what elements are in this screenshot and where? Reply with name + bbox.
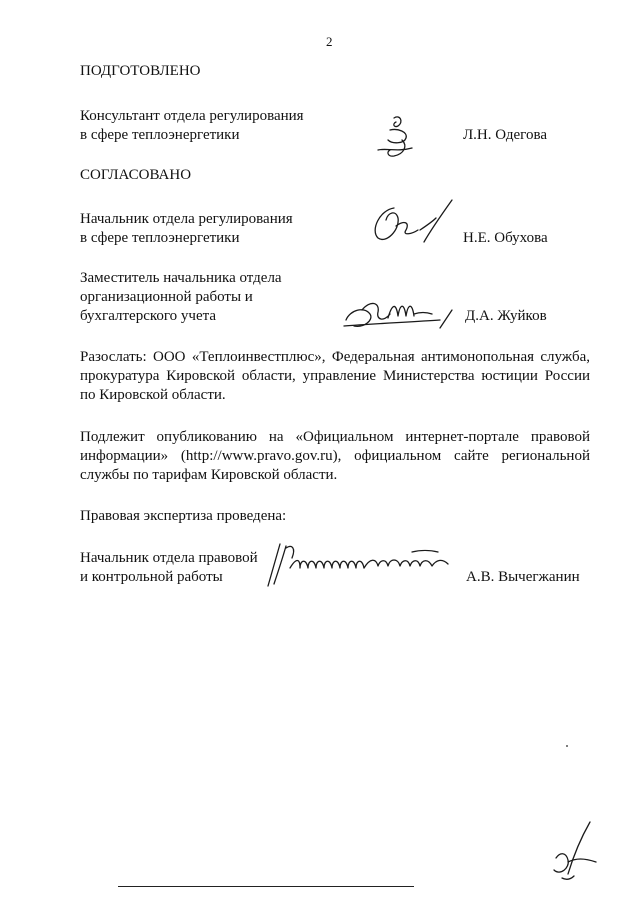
legal-review-heading: Правовая экспертиза проведена:	[80, 508, 287, 524]
role-line: в сфере теплоэнергетики	[80, 230, 240, 246]
prepared-role	[80, 107, 320, 145]
distribution-paragraph: Разослать: ООО «Теплоинвестплюс», Федеральная антимонопольная служба, прокуратура Кировской области, управление Министерства юстиции России по Кировской области.	[80, 349, 590, 403]
page-number: 2	[326, 34, 333, 49]
legal-review-name: А.В. Вычегжанин	[466, 569, 580, 585]
signature-odegova	[368, 112, 428, 162]
agreed-heading: СОГЛАСОВАНО	[80, 167, 192, 183]
role-line: организационной работы и	[80, 289, 253, 305]
role-line: Начальник отдела регулирования	[80, 211, 293, 227]
signature-zhuikov	[340, 290, 460, 334]
signature-vychegzhanin	[262, 538, 462, 590]
agreed-role-obukhova	[80, 210, 320, 248]
prepared-heading: ПОДГОТОВЛЕНО	[80, 63, 201, 79]
signature-obukhova	[366, 196, 456, 248]
agreed-name-zhuikov: Д.А. Жуйков	[465, 308, 547, 324]
initials-mark	[546, 818, 602, 888]
agreed-name-obukhova: Н.Е. Обухова	[463, 230, 548, 246]
publication-paragraph: Подлежит опубликованию на «Официальном интернет-портале правовой информации» (http://www.pravo.gov.ru), официальном сайте региональной службы по тарифам Кировской области.	[80, 429, 590, 483]
agreed-role-zhuikov	[80, 269, 320, 326]
role-line: в сфере теплоэнергетики	[80, 127, 240, 143]
role-line: Заместитель начальника отдела	[80, 270, 282, 286]
footer-rule	[118, 886, 414, 887]
role-line: и контрольной работы	[80, 569, 223, 585]
role-line: Начальник отдела правовой	[80, 550, 258, 566]
role-line: бухгалтерского учета	[80, 308, 217, 324]
prepared-name: Л.Н. Одегова	[463, 127, 548, 143]
role-line: Консультант отдела регулирования	[80, 108, 304, 124]
scan-speck	[566, 745, 568, 747]
